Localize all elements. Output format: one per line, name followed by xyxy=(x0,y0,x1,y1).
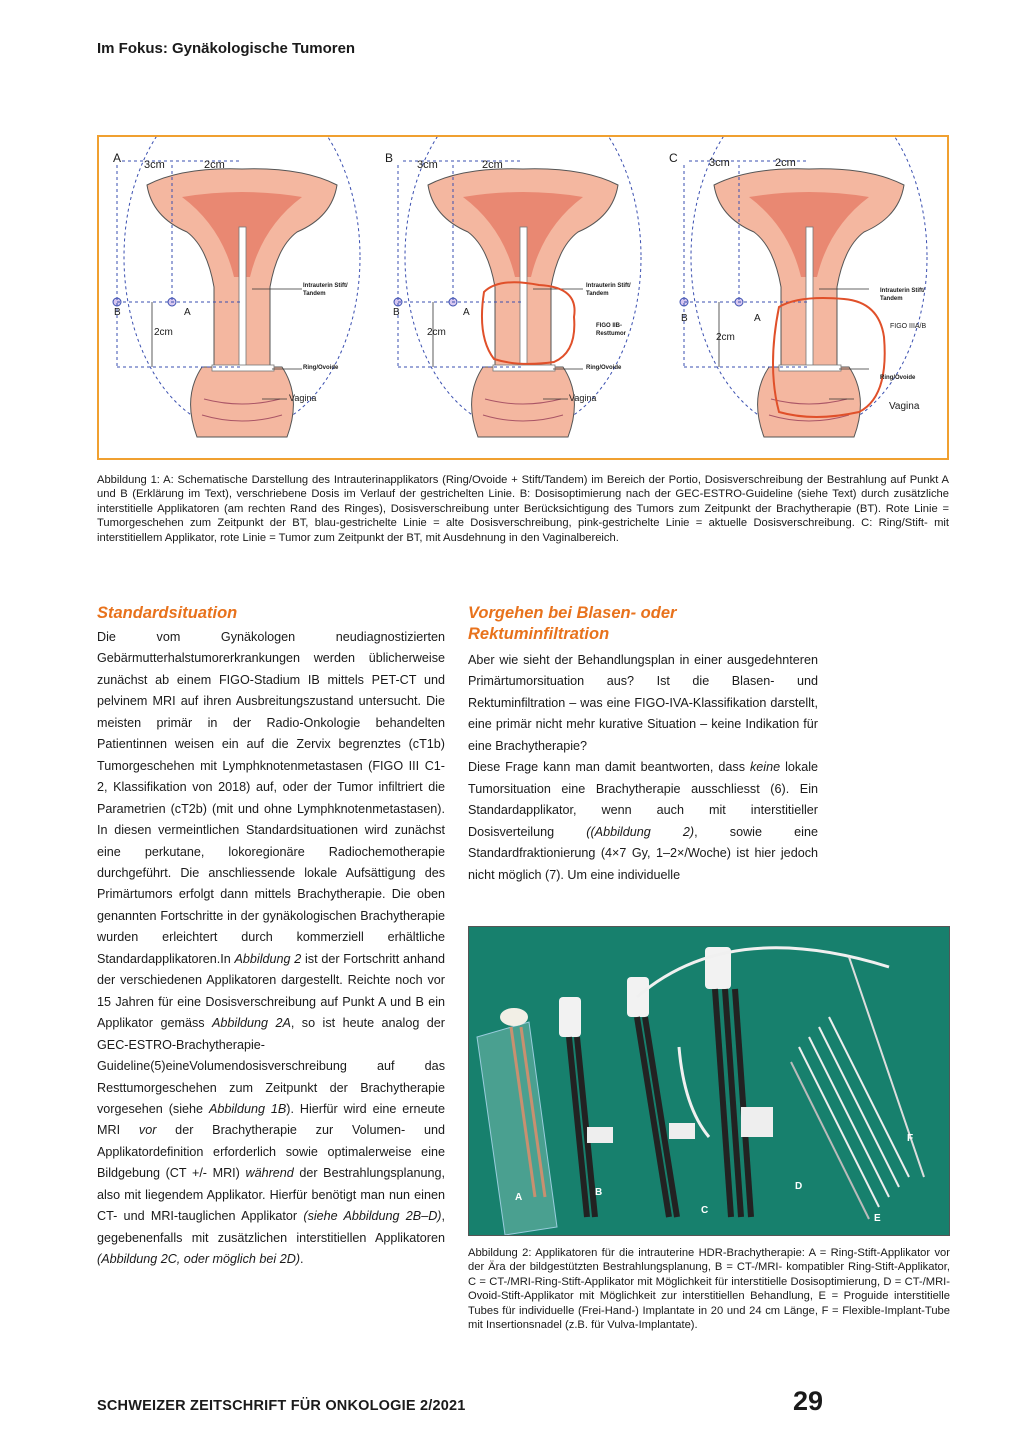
panel-a-point-b-label: B xyxy=(114,307,121,318)
figure-2-photo xyxy=(468,926,950,1236)
figure-1-caption: Abbildung 1: A: Schematische Darstellung des Intrauterinapplikators (Ring/Ovoide + Stift/Tandem) im Bereich der Portio, Dosisverschreibung der Bestrahlung auf Punkt A und B (Erklärung im Text), verschriebene Dosis im Verlauf der gestrichelten Linie. B: Dosisoptimierung nach der GEC-ESTRO-Guideline (siehe Text) durch zusätzliche interstitielle Applikatoren (am rechten Rand des Ringes), Dosisverschreibung unter Berücksichtigung des Tumors zum Zeitpunkt der Brachytherapie (BT). Rote Linie = Tumorgeschehen zum Zeitpunkt der BT, blau-gestrichelte Linie = alte Dosisverschreibung, pink-gestrichelte Linie = aktuelle Dosisverschreibung. C: Ring/Stift- mit interstitiellem Applikator, rote Linie = Tumor zum Zeitpunkt der BT, mit Ausdehnung in den Vaginalbereich. xyxy=(97,474,949,544)
panel-c-figo-label: FIGO IIIA/B xyxy=(890,323,927,330)
panel-a-stift-label: Intrauterin Stift/ Tandem xyxy=(303,283,348,297)
figure-1 xyxy=(97,135,949,460)
photo-letter-e: E xyxy=(874,1213,881,1224)
panel-b-figo-label: FIGO IIB- Resttumor xyxy=(596,323,627,337)
panel-c-2cm-label: 2cm xyxy=(775,157,796,169)
panel-c-point-a-label: A xyxy=(754,313,761,324)
panel-a-vagina-label: Vagina xyxy=(289,393,317,403)
panel-c-vagina-label: Vagina xyxy=(889,401,920,412)
figure-1-panel-b-letter: B xyxy=(385,151,394,165)
photo-letter-c: C xyxy=(701,1205,709,1216)
panel-b-2cm-label: 2cm xyxy=(482,159,503,171)
panel-c-3cm-label: 3cm xyxy=(709,157,730,169)
figure-1-drawing xyxy=(99,137,947,458)
panel-a-point-a-label: A xyxy=(184,307,191,318)
footer-journal: SCHWEIZER ZEITSCHRIFT FÜR ONKOLOGIE 2/2021 xyxy=(97,1398,466,1414)
panel-b-point-b-label: B xyxy=(393,307,400,318)
figure-2-caption: Abbildung 2: Applikatoren für die intrauterine HDR-Brachytherapie: A = Ring-Stift-Applikator vor der Ära der bildgestützten Bestrahlungsplanung, B = CT-/MRI- kompatibler Ring-Stift-Applikator, C = CT-/MRI-Ring-Stift-Applikator mit Möglichkeit für interstitielle Dosisoptimierung, D = CT-/MRI-Ovoid-Stift-Applikator mit Möglichkeit zur interstitiellen Behandlung, E = Proguide interstitielle Tubes für individuelle (Frei-Hand-) Implantate in 20 und 24 cm Länge, F = Flexible-Implant-Tube mit Insertionsnadel (z.B. für Vulva-Implantate). xyxy=(468,1247,950,1332)
section-title-blasen-rektum: Vorgehen bei Blasen- oder Rektuminfiltration xyxy=(468,604,677,643)
figure-1-panel-c-letter: C xyxy=(669,151,678,165)
panel-b-2cm-vertical-label: 2cm xyxy=(427,327,446,338)
applicators-drawing xyxy=(469,927,949,1235)
panel-c-2cm-vertical-label: 2cm xyxy=(716,332,735,343)
panel-b-ring-label: Ring/Ovoide xyxy=(586,365,622,371)
right-paragraph-1: Aber wie sieht der Behandlungsplan in einer ausgedehnteren Primärtumorsituation aus? Ist die Blasen- und Rektuminfiltration – was eine FIGO-IVA-Klassifikation darstellt, eine primär nicht mehr kurative Situation – keine Indikation für eine Brachytherapie? xyxy=(468,653,818,753)
left-column-text xyxy=(97,627,445,1271)
photo-letter-f: F xyxy=(907,1133,914,1144)
left-paragraph-1: Die vom Gynäkologen neudiagnostizierten Gebärmutterhalstumorerkrankungen werden üblicherweise zunächst ab einem FIGO-Stadium IB mittels PET-CT und pelvinem MRI auf ihren Ausbreitungszustand untersucht. Die meisten primär in der Radio-Onkologie behandelten Patientinnen weisen ein auf die Zervix begrenztes (cT1b) Tumorgeschehen mit Lymphknotenmetastasen (FIGO III C1-2, Klassifikation von 2018) auf, oder der Tumor infiltriert die Parametrien (cT2b) (mit und ohne Lymphknotenmetastasen). In diesen vermeintlichen Standardsituationen wird zunächst eine perkutane, lokoregionäre Radiochemotherapie durchgeführt. Die anschliessende lokale Aufsättigung des Primärtumors erfolgt dann mittels Brachytherapie. Die oben genannten Fortschritte in der gynäkologischen Brachytherapie wurden erleichtert durch kommerziell erhältliche Standardapplikatoren.In Abbildung 2 ist der Fortschritt anhand der verschiedenen Applikatoren dargestellt. Reichte noch vor 15 Jahren für eine Dosisverschreibung auf Punkt A und B ein Applikator gemäss Abbildung 2A, so ist heute analog der GEC-ESTRO-Brachytherapie-Guideline(5)eineVolumendosisverschreibung auf das Resttumorgeschehen zum Zeitpunkt der Brachytherapie vorgesehen (siehe Abbildung 1B). Hierfür wird eine erneute MRI vor der Brachytherapie zur Volumen- und Applikatordefinition erforderlich sowie optimalerweise eine Bildgebung (CT +/- MRI) während der Bestrahlungsplanung, also mit liegendem Applikator. Hierfür benötigt man nun einen CT- und MRI-tauglichen Applikator (siehe Abbildung 2B–D), gegebenenfalls mit zusätzlichen interstitiellen Applikatoren (Abbildung 2C, oder möglich bei 2D). xyxy=(97,630,445,1267)
figure-1-panel-a-letter: A xyxy=(113,151,122,165)
panel-b-stift-label: Intrauterin Stift/ Tandem xyxy=(586,283,631,297)
photo-letter-b: B xyxy=(595,1187,603,1198)
page-number: 29 xyxy=(793,1386,824,1416)
page-header: Im Fokus: Gynäkologische Tumoren xyxy=(97,40,356,57)
panel-c-point-b-label: B xyxy=(681,313,688,324)
panel-a-2cm-label: 2cm xyxy=(204,159,225,171)
section-title-standardsituation: Standardsituation xyxy=(97,604,238,622)
right-column-text xyxy=(468,650,818,886)
panel-a-2cm-vertical-label: 2cm xyxy=(154,327,173,338)
panel-c-ring-label: Ring/Ovoide xyxy=(880,375,916,381)
panel-b-vagina-label: Vagina xyxy=(569,393,597,403)
panel-a-ring-label: Ring/Ovoide xyxy=(303,365,339,371)
panel-c-stift-label: Intrauterin Stift/ Tandem xyxy=(880,288,925,302)
panel-b-point-a-label: A xyxy=(463,307,470,318)
panel-b-3cm-label: 3cm xyxy=(417,159,438,171)
photo-letter-d: D xyxy=(795,1181,803,1192)
panel-a-3cm-label: 3cm xyxy=(144,159,165,171)
photo-letter-a: A xyxy=(515,1192,523,1203)
right-paragraph-2: Diese Frage kann man damit beantworten, dass keine lokale Tumorsituation eine Brachytherapie ausschliesst (6). Ein Standardapplikator, wenn auch mit interstitieller Dosisverteilung ((Abbildung 2), sowie eine Standardfraktionierung (4×7 Gy, 1–2×/Woche) ist hier jedoch nicht möglich (7). Um eine individuelle xyxy=(468,760,818,882)
